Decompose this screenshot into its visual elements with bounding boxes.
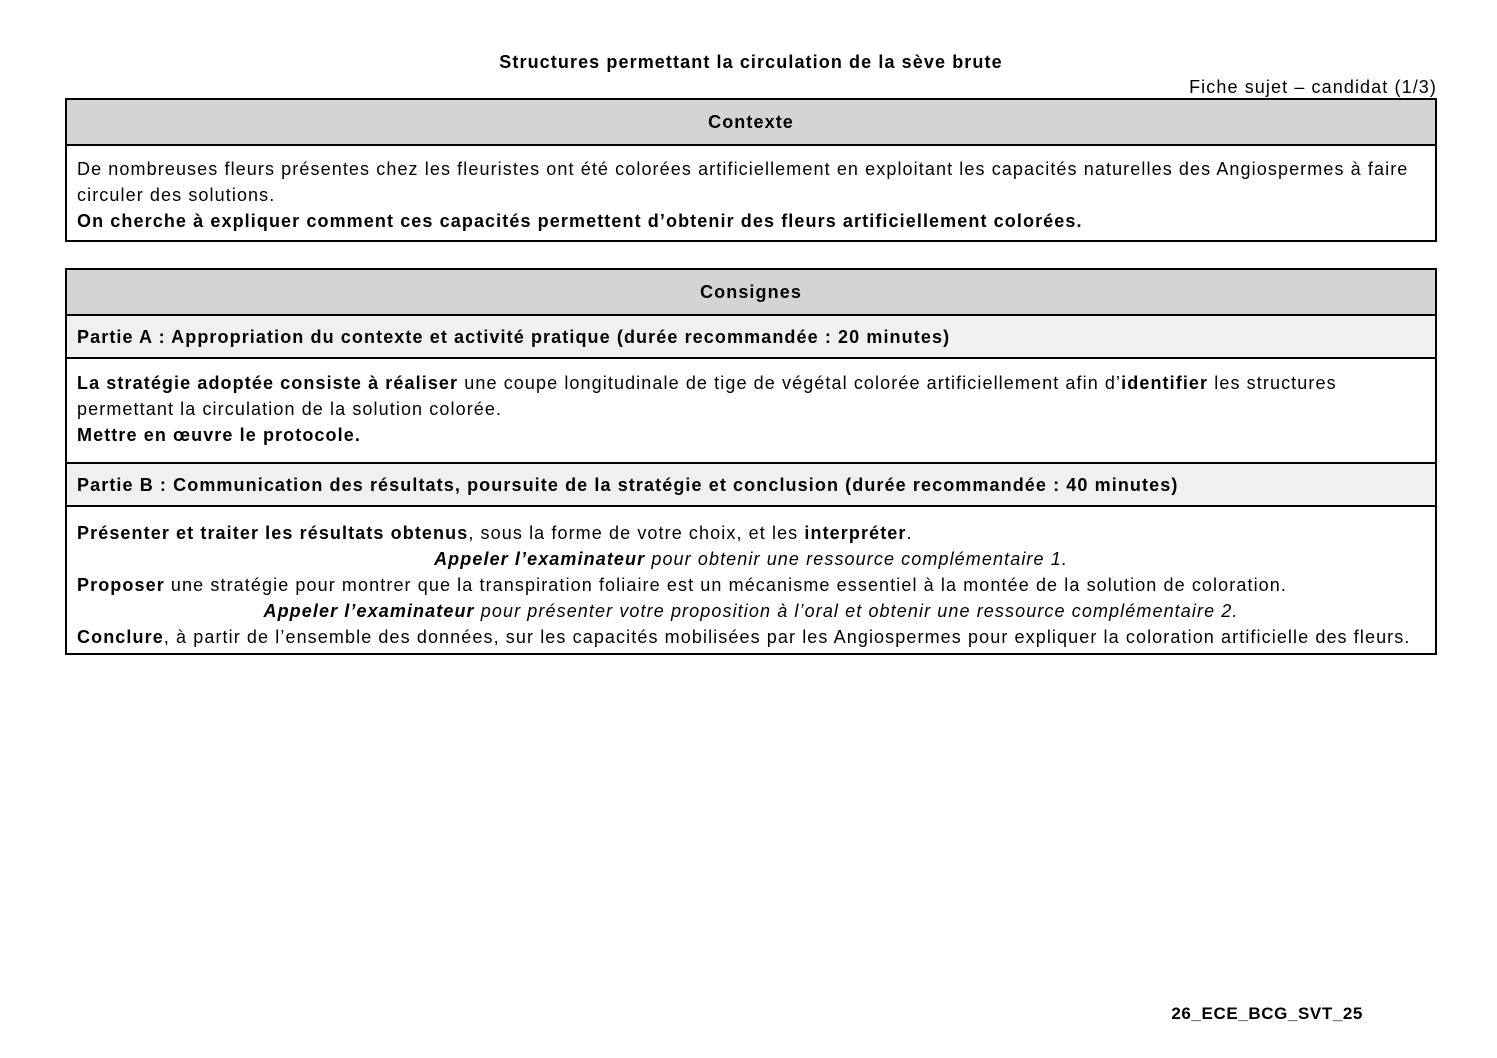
sheet-candidate-label: Fiche sujet – candidat (1/3) bbox=[1189, 77, 1437, 97]
call-examiner-1-rest: pour obtenir une ressource complémentaire 1. bbox=[645, 549, 1068, 569]
presenter-paragraph bbox=[77, 520, 1425, 546]
presenter-text-2: . bbox=[906, 523, 913, 543]
proposer-paragraph bbox=[77, 572, 1425, 598]
contexte-body-cell bbox=[66, 145, 1436, 241]
conclure-text: , à partir de l’ensemble des données, sur les capacités mobilisées par les Angiospermes pour expliquer la coloration artificielle des fleurs. bbox=[163, 627, 1411, 647]
contexte-table bbox=[65, 98, 1437, 242]
contexte-paragraph-2: On cherche à expliquer comment ces capacités permettent d’obtenir des fleurs artificiellement colorées. bbox=[77, 211, 1083, 231]
presenter-bold-lead: Présenter et traiter les résultats obtenus bbox=[77, 523, 469, 543]
partie-b-body-row bbox=[66, 506, 1436, 654]
call-examiner-2 bbox=[77, 598, 1425, 624]
strategy-paragraph bbox=[77, 370, 1425, 422]
consignes-table bbox=[65, 268, 1437, 655]
proposer-bold-lead: Proposer bbox=[77, 575, 165, 595]
contexte-paragraph-1: De nombreuses fleurs présentes chez les fleuristes ont été colorées artificiellement en exploitant les capacités naturelles des Angiospermes à faire circuler des solutions. bbox=[77, 159, 1409, 205]
partie-a-title: Partie A : Appropriation du contexte et activité pratique (durée recommandée : 20 minutes) bbox=[66, 315, 1436, 358]
partie-a-body-row bbox=[66, 358, 1436, 463]
protocole-instruction: Mettre en œuvre le protocole. bbox=[77, 425, 361, 445]
strategy-text-1: une coupe longitudinale de tige de végétal colorée artificiellement afin d’ bbox=[458, 373, 1122, 393]
contexte-header-row bbox=[66, 99, 1436, 145]
strategy-bold-lead: La stratégie adoptée consiste à réaliser bbox=[77, 373, 459, 393]
consignes-header-row bbox=[66, 269, 1436, 315]
partie-b-row bbox=[66, 463, 1436, 506]
partie-b-body-cell bbox=[66, 506, 1436, 654]
call-examiner-2-lead: Appeler l’examinateur bbox=[263, 601, 475, 621]
conclure-paragraph bbox=[77, 624, 1425, 650]
call-examiner-2-rest: pour présenter votre proposition à l’oral et obtenir une ressource complémentaire 2. bbox=[474, 601, 1239, 621]
contexte-body-row bbox=[66, 145, 1436, 241]
partie-a-row bbox=[66, 315, 1436, 358]
contexte-header: Contexte bbox=[66, 99, 1436, 145]
conclure-bold-lead: Conclure bbox=[77, 627, 164, 647]
call-examiner-1-lead: Appeler l’examinateur bbox=[434, 549, 646, 569]
call-examiner-1 bbox=[77, 546, 1425, 572]
partie-a-body-cell bbox=[66, 358, 1436, 463]
document-code: 26_ECE_BCG_SVT_25 bbox=[1171, 1004, 1363, 1023]
strategy-text-2: les structures permettant la circulation de la solution colorée. bbox=[77, 373, 1337, 419]
page-content bbox=[65, 0, 1437, 655]
partie-b-title: Partie B : Communication des résultats, poursuite de la stratégie et conclusion (durée recommandée : 40 minutes) bbox=[66, 463, 1436, 506]
presenter-text-1: , sous la forme de votre choix, et les bbox=[468, 523, 805, 543]
strategy-bold-identifier: identifier bbox=[1121, 373, 1209, 393]
document-title: Structures permettant la circulation de la sève brute bbox=[499, 52, 1003, 72]
consignes-header: Consignes bbox=[66, 269, 1436, 315]
proposer-text: une stratégie pour montrer que la transpiration foliaire est un mécanisme essentiel à la montée de la solution de coloration. bbox=[164, 575, 1287, 595]
presenter-bold-interpreter: interpréter bbox=[804, 523, 907, 543]
